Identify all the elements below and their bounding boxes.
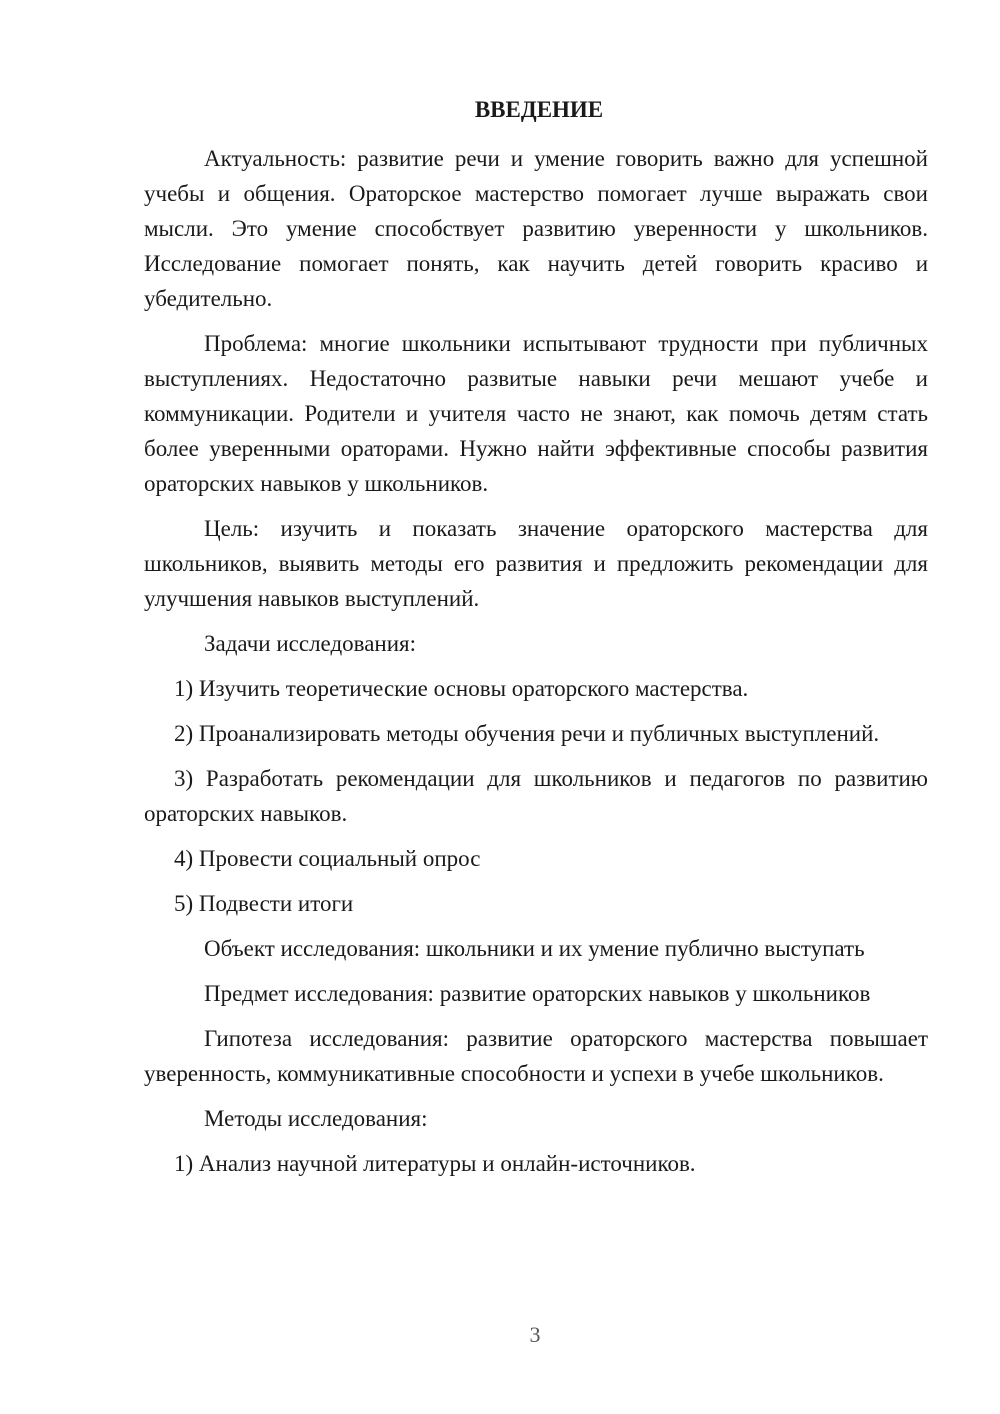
task-item: 3) Разработать рекомендации для школьников и педагогов по развитию ораторских навыков. — [144, 766, 928, 826]
task-item: 4) Провести социальный опрос — [174, 846, 481, 871]
goal-paragraph: Цель: изучить и показать значение ораторского мастерства для школьников, выявить методы его развития и предложить рекомендации для улучшения навыков выступлений. — [144, 516, 928, 611]
hypothesis-paragraph: Гипотеза исследования: развитие ораторского мастерства повышает уверенность, коммуникативные способности и успехи в учебе школьников. — [144, 1026, 928, 1086]
method-item: 1) Анализ научной литературы и онлайн-источников. — [174, 1151, 696, 1176]
relevance-paragraph: Актуальность: развитие речи и умение говорить важно для успешной учебы и общения. Ораторское мастерство помогает лучше выражать свои мысли. Это умение способствует развитию уверенности у школьников. Исследование помогает понять, как научить детей говорить красиво и убедительно. — [144, 146, 928, 311]
subject-paragraph: Предмет исследования: развитие ораторских навыков у школьников — [204, 981, 871, 1006]
task-item: 1) Изучить теоретические основы ораторского мастерства. — [174, 676, 749, 701]
object-line: Объект исследования: школьники и их умение публично выступать — [204, 936, 865, 961]
page-number: 3 — [529, 1322, 541, 1347]
problem-paragraph: Проблема: многие школьники испытывают трудности при публичных выступлениях. Недостаточно развитые навыки речи мешают учебе и коммуникации. Родители и учителя часто не знают, как помочь детям стать более уверенными ораторами. Нужно найти эффективные способы развития ораторских навыков у школьников. — [144, 331, 928, 496]
methods-heading: Методы исследования: — [204, 1106, 428, 1131]
task-item: 5) Подвести итоги — [174, 891, 354, 916]
section-title: ВВЕДЕНИЕ — [474, 97, 604, 122]
tasks-heading: Задачи исследования: — [204, 631, 417, 656]
task-item: 2) Проанализировать методы обучения речи и публичных выступлений. — [174, 721, 880, 746]
page-body — [144, 92, 928, 1191]
